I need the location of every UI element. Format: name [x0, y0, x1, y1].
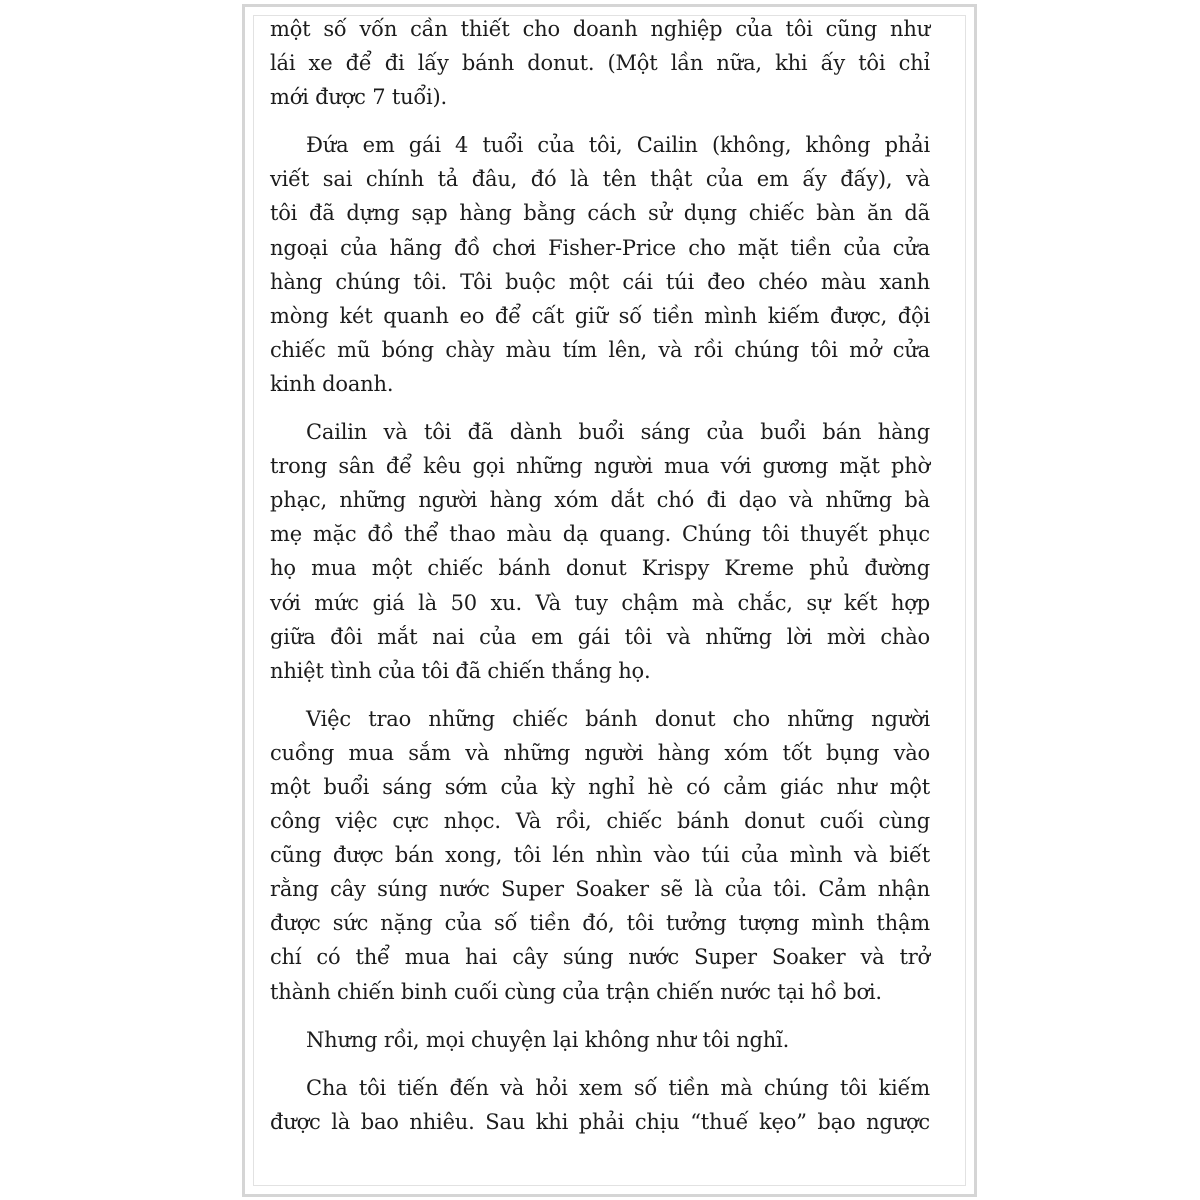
text-line: họ mua một chiếc bánh donut Krispy Kreme phủ đường — [270, 556, 930, 581]
text-line: giữa đôi mắt nai của em gái tôi và những lời mời chào — [270, 624, 930, 649]
paragraph — [270, 702, 930, 1009]
text-line: một buổi sáng sớm của kỳ nghỉ hè có cảm giác như một — [270, 774, 930, 799]
text-line: một số vốn cần thiết cho doanh nghiệp của tôi cũng như — [270, 17, 930, 41]
text-line: Đứa em gái 4 tuổi của tôi, Cailin (không, không phải — [306, 133, 930, 158]
paragraph — [270, 415, 930, 688]
text-line: tôi đã dựng sạp hàng bằng cách sử dụng chiếc bàn ăn dã — [270, 201, 930, 226]
text-line: hàng chúng tôi. Tôi buộc một cái túi đeo chéo màu xanh — [270, 269, 930, 294]
text-line: Cailin và tôi đã dành buổi sáng của buổi bán hàng — [306, 420, 930, 445]
text-line: Việc trao những chiếc bánh donut cho những người — [306, 706, 930, 731]
text-line: rằng cây súng nước Super Soaker sẽ là của tôi. Cảm nhận — [270, 877, 930, 902]
text-line: kinh doanh. — [270, 371, 394, 396]
text-line: mòng két quanh eo để cất giữ số tiền mình kiếm được, đội — [270, 303, 930, 328]
text-line: được là bao nhiêu. Sau khi phải chịu “thuế kẹo” bạo ngược — [270, 1109, 930, 1134]
text-line: công việc cực nhọc. Và rồi, chiếc bánh donut cuối cùng — [270, 809, 930, 834]
text-line: thành chiến binh cuối cùng của trận chiến nước tại hồ bơi. — [270, 979, 882, 1004]
text-line: Nhưng rồi, mọi chuyện lại không như tôi nghĩ. — [306, 1027, 790, 1052]
text-line: nhiệt tình của tôi đã chiến thắng họ. — [270, 658, 651, 683]
book-page-text — [270, 12, 930, 1153]
text-line: với mức giá là 50 xu. Và tuy chậm mà chắc, sự kết hợp — [270, 590, 930, 615]
text-line: được sức nặng của số tiền đó, tôi tưởng tượng mình thậm — [270, 911, 930, 936]
paragraph — [270, 1023, 930, 1057]
paragraph — [270, 1071, 930, 1139]
text-line: phạc, những người hàng xóm dắt chó đi dạo và những bà — [270, 488, 930, 513]
text-line: chiếc mũ bóng chày màu tím lên, và rồi chúng tôi mở cửa — [270, 337, 930, 362]
text-line: viết sai chính tả đâu, đó là tên thật của em ấy đấy), và — [270, 167, 930, 192]
text-line: mới được 7 tuổi). — [270, 85, 448, 110]
text-line: chí có thể mua hai cây súng nước Super Soaker và trở — [270, 945, 930, 970]
text-line: cuồng mua sắm và những người hàng xóm tốt bụng vào — [270, 740, 930, 765]
text-line: ngoại của hãng đồ chơi Fisher-Price cho mặt tiền của cửa — [270, 235, 930, 260]
text-line: Cha tôi tiến đến và hỏi xem số tiền mà chúng tôi kiếm — [306, 1075, 930, 1100]
paragraph — [270, 128, 930, 401]
text-line: trong sân để kêu gọi những người mua với gương mặt phờ — [270, 454, 930, 479]
text-line: cũng được bán xong, tôi lén nhìn vào túi của mình và biết — [270, 843, 930, 868]
paragraph — [270, 12, 930, 114]
text-line: lái xe để đi lấy bánh donut. (Một lần nữa, khi ấy tôi chỉ — [270, 51, 930, 76]
text-line: mẹ mặc đồ thể thao màu dạ quang. Chúng tôi thuyết phục — [270, 522, 930, 547]
